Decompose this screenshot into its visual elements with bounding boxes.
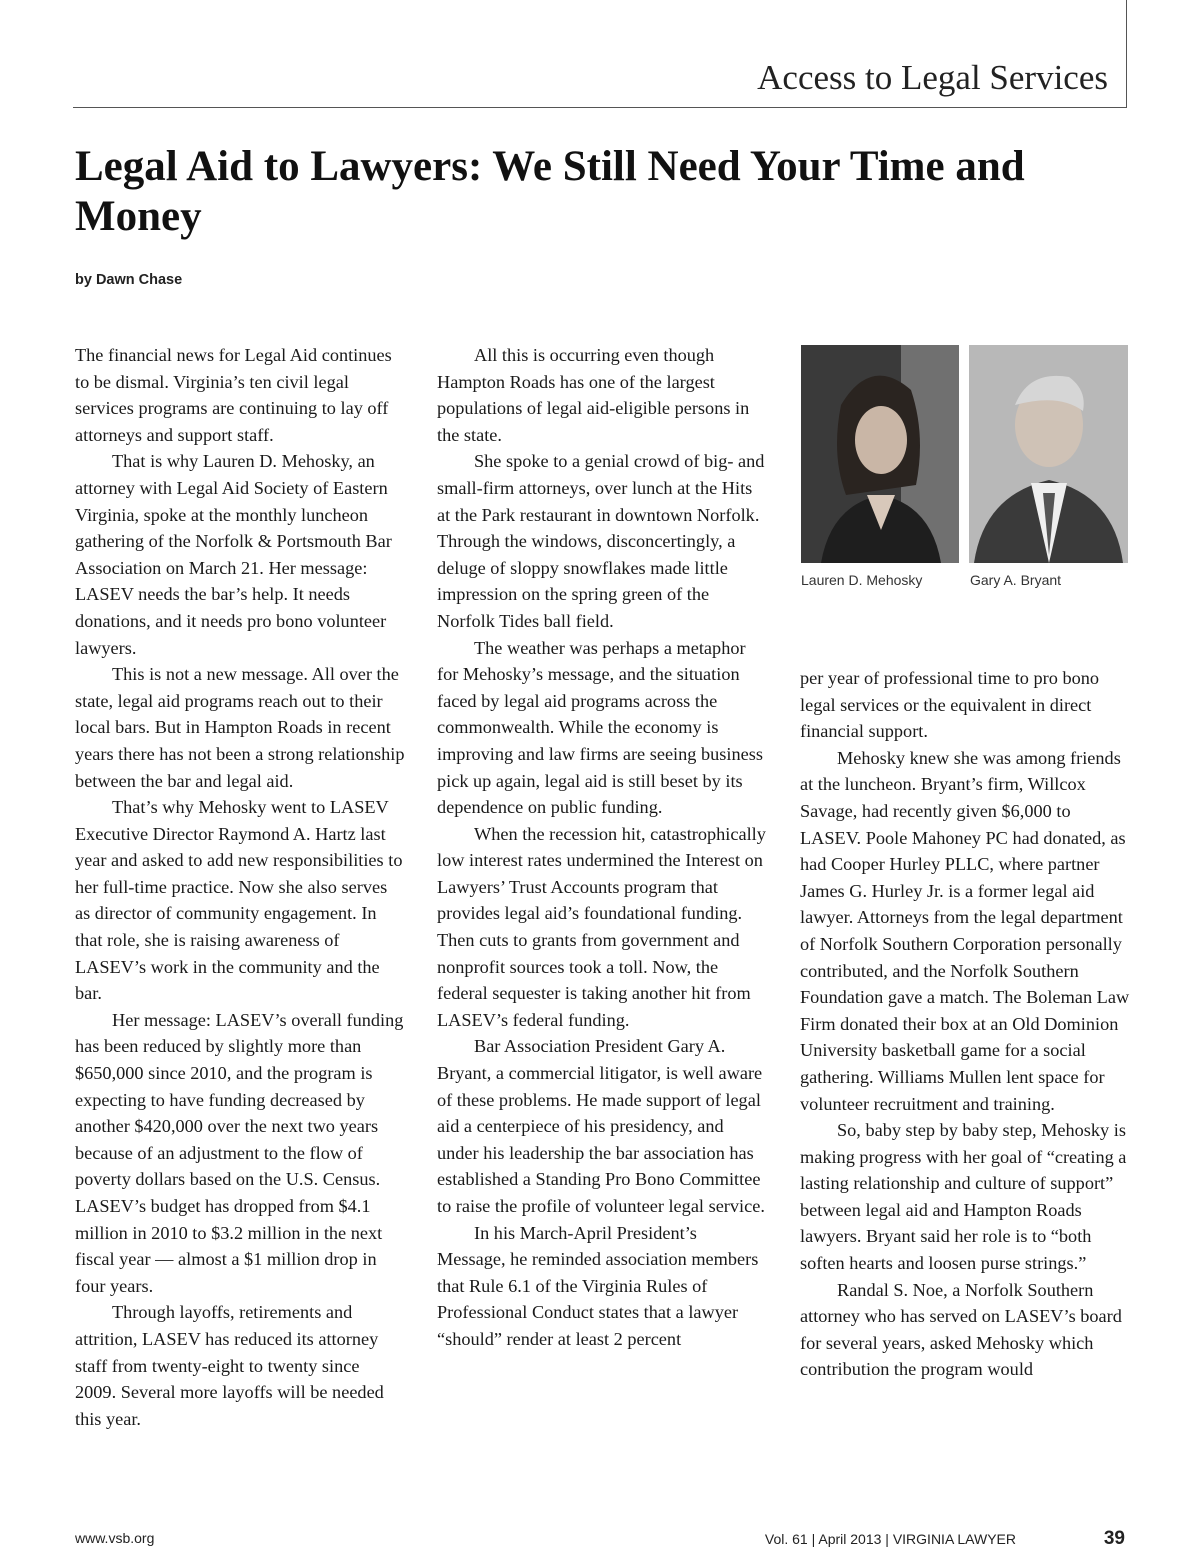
- paragraph: The financial news for Legal Aid continues to be dismal. Virginia’s ten civil legal services programs are continuing to lay off attorneys and support staff.: [75, 345, 392, 445]
- article-column-3: [800, 665, 1130, 1383]
- photo-caption: Lauren D. Mehosky: [801, 572, 923, 588]
- paragraph: The weather was perhaps a metaphor for Mehosky’s message, and the situation faced by legal aid programs across the commonwealth. While the economy is improving and law firms are seeing business pick up again, legal aid is still beset by its dependence on public funding.: [437, 637, 763, 818]
- article-column-1: [75, 342, 405, 1432]
- portrait-woman-illustration: [801, 345, 959, 563]
- photo-gary-bryant: [969, 345, 1128, 563]
- paragraph: Mehosky knew she was among friends at the luncheon. Bryant’s firm, Willcox Savage, had recently given $6,000 to LASEV. Poole Mahoney PC had donated, as had Cooper Hurley PLLC, where partner James G. Hurley Jr. is a former legal aid lawyer. Attorneys from the legal department of Norfolk Southern Corporation personally contributed, and the Norfolk Southern Foundation gave a match. The Boleman Law Firm donated their box at an Old Dominion University basketball game for a social gathering. Williams Mullen lent space for volunteer recruitment and training.: [800, 747, 1130, 1114]
- paragraph: Through layoffs, retirements and attrition, LASEV has reduced its attorney staff from twenty-eight to twenty since 2009. Several more layoffs will be needed this year.: [75, 1302, 384, 1429]
- footer-url: www.vsb.org: [75, 1530, 155, 1546]
- paragraph: So, baby step by baby step, Mehosky is making progress with her goal of “creating a lasting relationship and culture of support” between legal aid and Hampton Roads lawyers. Bryant said her role is to “both soften hearts and loosen purse strings.”: [800, 1120, 1127, 1274]
- article-column-2: [437, 342, 767, 1353]
- footer-issue: Vol. 61 | April 2013 | VIRGINIA LAWYER: [764, 1531, 1016, 1547]
- article-title: Legal Aid to Lawyers: We Still Need Your Time and Money: [75, 143, 1025, 240]
- byline: by Dawn Chase: [75, 272, 183, 288]
- header-vertical-rule: [1126, 0, 1127, 108]
- paragraph: That is why Lauren D. Mehosky, an attorney with Legal Aid Society of Eastern Virginia, spoke at the monthly luncheon gathering of the Norfolk & Portsmouth Bar Association on March 21. Her message: LASEV needs the bar’s help. It needs donations, and it needs pro bono volunteer lawyers.: [75, 451, 392, 658]
- paragraph: Her message: LASEV’s overall funding has been reduced by slightly more than $650,000 since 2010, and the program is expecting to have funding decreased by another $420,000 over the next two years because of an adjustment to the flow of poverty dollars based on the U.S. Census. LASEV’s budget has dropped from $4.1 million in 2010 to $3.2 million in the next fiscal year — almost a $1 million drop in four years.: [75, 1009, 404, 1296]
- section-title: Access to Legal Services: [757, 58, 1108, 97]
- page-number: 39: [1103, 1528, 1125, 1549]
- paragraph: Bar Association President Gary A. Bryant, a commercial litigator, is well aware of these problems. He made support of legal aid a centerpiece of his presidency, and under his leadership the bar association has established a Standing Pro Bono Committee to raise the profile of volunteer legal service.: [437, 1036, 765, 1216]
- photo-lauren-mehosky: [801, 345, 959, 563]
- paragraph: In his March-April President’s Message, he reminded association members that Rule 6.1 of the Virginia Rules of Professional Conduct states that a lawyer “should” render at least 2 percent: [437, 1222, 759, 1349]
- paragraph: All this is occurring even though Hampton Roads has one of the largest populations of legal aid-eligible persons in the state.: [437, 345, 750, 445]
- paragraph: She spoke to a genial crowd of big- and small-firm attorneys, over lunch at the Hits at the Park restaurant in downtown Norfolk. Through the windows, disconcertingly, a deluge of sloppy snowflakes made little impression on the spring green of the Norfolk Tides ball field.: [437, 451, 765, 631]
- photo-caption: Gary A. Bryant: [970, 572, 1062, 588]
- header-rule: [73, 107, 1127, 108]
- paragraph: This is not a new message. All over the state, legal aid programs reach out to their local bars. But in Hampton Roads in recent years there has not been a strong relationship between the bar and legal aid.: [75, 664, 405, 791]
- paragraph: Randal S. Noe, a Norfolk Southern attorney who has served on LASEV’s board for several years, asked Mehosky which contribution the program would: [800, 1279, 1122, 1380]
- paragraph: per year of professional time to pro bono legal services or the equivalent in direct financial support.: [800, 668, 1100, 742]
- paragraph: When the recession hit, catastrophically low interest rates undermined the Interest on Lawyers’ Trust Accounts program that provides legal aid’s foundational funding. Then cuts to grants from government and nonprofit sources took a toll. Now, the federal sequester is taking another hit from LASEV’s federal funding.: [437, 823, 766, 1030]
- portrait-man-illustration: [969, 345, 1128, 563]
- paragraph: That’s why Mehosky went to LASEV Executive Director Raymond A. Hartz last year and asked to add new responsibilities to her full-time practice. Now she also serves as director of community engagement. In that role, she is raising awareness of LASEV’s work in the community and the bar.: [75, 797, 403, 1004]
